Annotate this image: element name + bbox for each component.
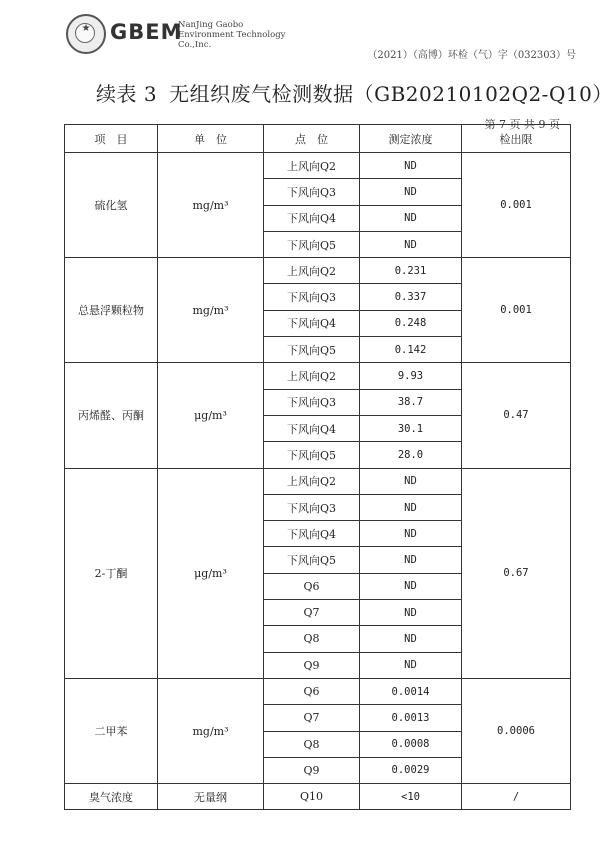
point-cell: 上风向Q2 <box>264 363 360 389</box>
point-cell: 下风向Q5 <box>264 547 360 573</box>
point-cell: 下风向Q5 <box>264 337 360 363</box>
header-detection-limit: 检出限 <box>462 125 571 153</box>
point-cell: Q8 <box>264 731 360 757</box>
point-cell: 下风向Q3 <box>264 389 360 415</box>
header-point: 点 位 <box>264 125 360 153</box>
point-cell: 下风向Q5 <box>264 442 360 468</box>
table-row <box>65 363 571 389</box>
point-cell: Q10 <box>264 784 360 810</box>
point-cell: 上风向Q2 <box>264 468 360 494</box>
point-cell: 上风向Q2 <box>264 258 360 284</box>
concentration-cell: 0.0029 <box>360 757 462 783</box>
concentration-cell: 28.0 <box>360 442 462 468</box>
page-title <box>96 78 613 107</box>
concentration-cell: ND <box>360 494 462 520</box>
report-header <box>66 14 576 62</box>
company-seal-logo <box>66 14 106 54</box>
point-cell: Q6 <box>264 573 360 599</box>
item-cell: 二甲苯 <box>65 678 158 783</box>
concentration-cell: <10 <box>360 784 462 810</box>
point-cell: Q7 <box>264 600 360 626</box>
concentration-cell: ND <box>360 521 462 547</box>
company-name <box>178 20 285 50</box>
title-text: 无组织废气检测数据（GB20210102Q2-Q10） <box>169 82 613 106</box>
concentration-cell: ND <box>360 179 462 205</box>
concentration-cell: 0.0013 <box>360 705 462 731</box>
item-cell: 臭气浓度 <box>65 784 158 810</box>
document-number: （2021）（高博）环检（气）字（032303）号 <box>367 50 576 61</box>
detection-limit-cell: 0.001 <box>462 153 571 258</box>
concentration-cell: ND <box>360 205 462 231</box>
point-cell: Q9 <box>264 652 360 678</box>
item-cell: 丙烯醛、丙酮 <box>65 363 158 468</box>
concentration-cell: ND <box>360 573 462 599</box>
point-cell: 下风向Q4 <box>264 205 360 231</box>
point-cell: Q6 <box>264 678 360 704</box>
concentration-cell: 0.0008 <box>360 731 462 757</box>
table-row <box>65 258 571 284</box>
point-cell: Q9 <box>264 757 360 783</box>
point-cell: 下风向Q3 <box>264 494 360 520</box>
table-body <box>65 153 571 810</box>
concentration-cell: 0.248 <box>360 310 462 336</box>
point-cell: 下风向Q4 <box>264 310 360 336</box>
concentration-cell: ND <box>360 153 462 179</box>
detection-limit-cell: 0.001 <box>462 258 571 363</box>
detection-limit-cell: / <box>462 784 571 810</box>
concentration-cell: ND <box>360 626 462 652</box>
company-line: NanJing Gaobo <box>178 20 244 30</box>
header-unit: 单 位 <box>158 125 264 153</box>
concentration-cell: 0.231 <box>360 258 462 284</box>
point-cell: 下风向Q3 <box>264 179 360 205</box>
point-cell: 下风向Q5 <box>264 231 360 257</box>
point-cell: 下风向Q3 <box>264 284 360 310</box>
concentration-cell: 0.337 <box>360 284 462 310</box>
unit-cell: μg/m³ <box>158 363 264 468</box>
concentration-cell: 0.142 <box>360 337 462 363</box>
concentration-cell: 30.1 <box>360 415 462 441</box>
unit-cell: mg/m³ <box>158 678 264 783</box>
emission-data-table <box>64 124 571 810</box>
detection-limit-cell: 0.67 <box>462 468 571 678</box>
unit-cell: mg/m³ <box>158 153 264 258</box>
concentration-cell: ND <box>360 600 462 626</box>
table-row <box>65 784 571 810</box>
company-line: Co.,Inc. <box>178 40 212 50</box>
header-concentration: 测定浓度 <box>360 125 462 153</box>
unit-cell: 无量纲 <box>158 784 264 810</box>
concentration-cell: 38.7 <box>360 389 462 415</box>
table-row <box>65 678 571 704</box>
unit-cell: mg/m³ <box>158 258 264 363</box>
title-prefix: 续表 3 <box>96 82 158 106</box>
concentration-cell: 9.93 <box>360 363 462 389</box>
point-cell: Q7 <box>264 705 360 731</box>
table-header-row <box>65 125 571 153</box>
concentration-cell: ND <box>360 468 462 494</box>
company-line: Environment Technology <box>178 30 286 40</box>
point-cell: 上风向Q2 <box>264 153 360 179</box>
item-cell: 2-丁酮 <box>65 468 158 678</box>
point-cell: 下风向Q4 <box>264 521 360 547</box>
page-number: 第 7 页 共 9 页 <box>484 118 560 131</box>
header-item: 项 目 <box>65 125 158 153</box>
point-cell: Q8 <box>264 626 360 652</box>
concentration-cell: 0.0014 <box>360 678 462 704</box>
seal-star-icon: ★ <box>81 23 91 34</box>
item-cell: 硫化氢 <box>65 153 158 258</box>
table-row <box>65 468 571 494</box>
detection-limit-cell: 0.47 <box>462 363 571 468</box>
point-cell: 下风向Q4 <box>264 415 360 441</box>
concentration-cell: ND <box>360 652 462 678</box>
detection-limit-cell: 0.0006 <box>462 678 571 783</box>
concentration-cell: ND <box>360 547 462 573</box>
concentration-cell: ND <box>360 231 462 257</box>
item-cell: 总悬浮颗粒物 <box>65 258 158 363</box>
table-row <box>65 153 571 179</box>
logo-text: GBEM <box>110 20 183 44</box>
unit-cell: μg/m³ <box>158 468 264 678</box>
